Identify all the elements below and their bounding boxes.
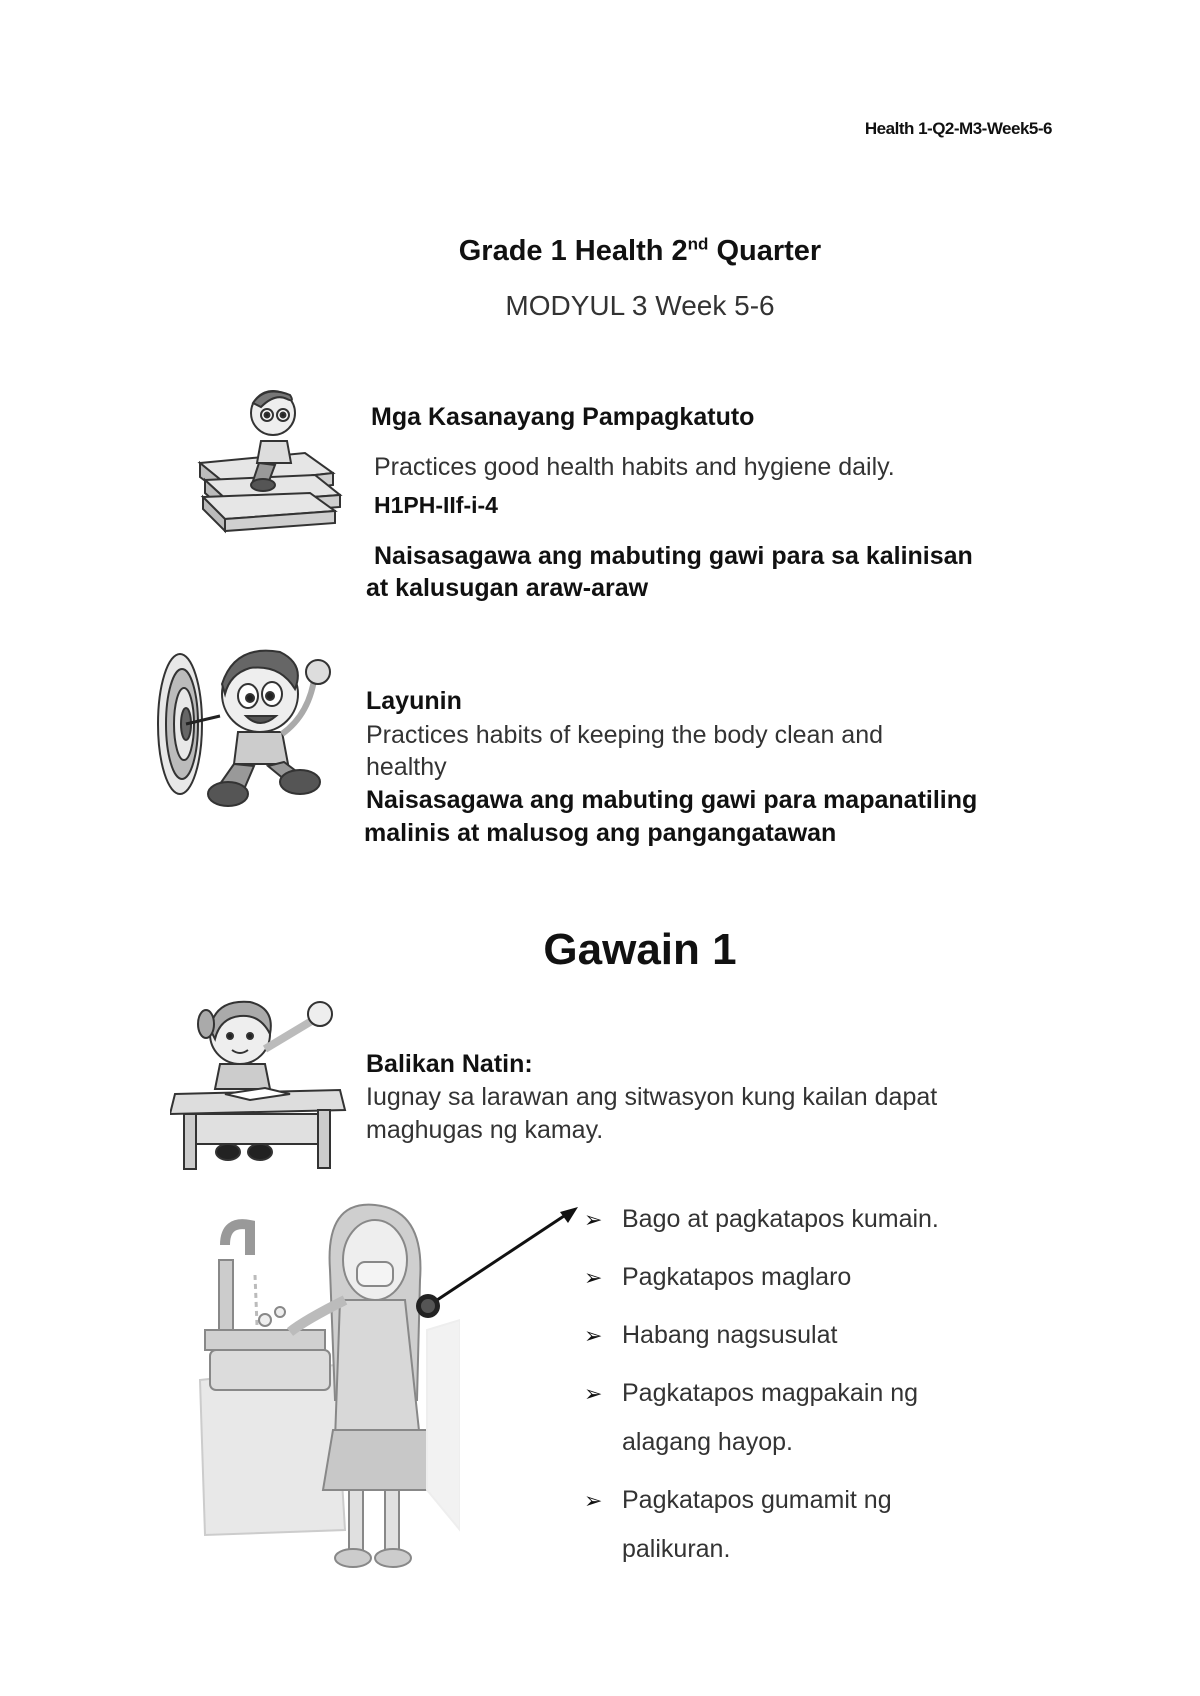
list-item: ➢ Habang nagsusulat xyxy=(584,1311,1104,1360)
activity-title: Gawain 1 xyxy=(543,925,737,974)
competency-code: H1PH-IIf-i-4 xyxy=(374,492,498,518)
list-item: ➢ Pagkatapos maglaro xyxy=(584,1253,1104,1302)
page-title: Grade 1 Health 2nd Quarter xyxy=(458,234,822,267)
activity-instruction-line2: maghugas ng kamay. xyxy=(366,1116,604,1144)
girl-at-desk-illustration xyxy=(170,994,350,1174)
activity-heading: Balikan Natin: xyxy=(366,1050,533,1078)
objective-english-line2: healthy xyxy=(366,753,447,781)
arrow-bullet-icon: ➢ xyxy=(584,1323,603,1348)
objective-filipino-line2: malinis at malusog ang pangangatawan xyxy=(364,819,837,847)
competency-heading: Mga Kasanayang Pampagkatuto xyxy=(371,403,755,431)
module-code: Health 1-Q2-M3-Week5-6 xyxy=(864,119,1052,138)
competency-filipino-line1: Naisasagawa ang mabuting gawi para sa kalinisan xyxy=(374,542,973,570)
options-list xyxy=(584,1195,1104,1583)
arrow-bullet-icon: ➢ xyxy=(584,1488,603,1513)
module-subtitle: MODYUL 3 Week 5-6 xyxy=(505,290,775,321)
boy-with-target-illustration xyxy=(150,634,340,814)
arrow-bullet-icon: ➢ xyxy=(584,1207,603,1232)
competency-filipino-line2: at kalusugan araw-araw xyxy=(366,574,649,602)
list-item: ➢ Pagkatapos gumamit ng palikuran. xyxy=(584,1476,1104,1574)
activity-instruction-line1: Iugnay sa larawan ang sitwasyon kung kailan dapat xyxy=(366,1083,938,1111)
arrow-bullet-icon: ➢ xyxy=(584,1265,603,1290)
objective-heading: Layunin xyxy=(366,687,462,715)
objective-english-line1: Practices habits of keeping the body clean and xyxy=(366,721,884,749)
list-item: ➢ Bago at pagkatapos kumain. xyxy=(584,1195,1104,1244)
objective-filipino-line1: Naisasagawa ang mabuting gawi para mapanatiling xyxy=(366,786,978,814)
connecting-line xyxy=(400,1190,603,1340)
arrow-bullet-icon: ➢ xyxy=(584,1381,603,1406)
boy-on-books-illustration xyxy=(195,385,345,535)
list-item: ➢ Pagkatapos magpakain ng alagang hayop. xyxy=(584,1369,1104,1467)
competency-english: Practices good health habits and hygiene daily. xyxy=(374,453,895,481)
